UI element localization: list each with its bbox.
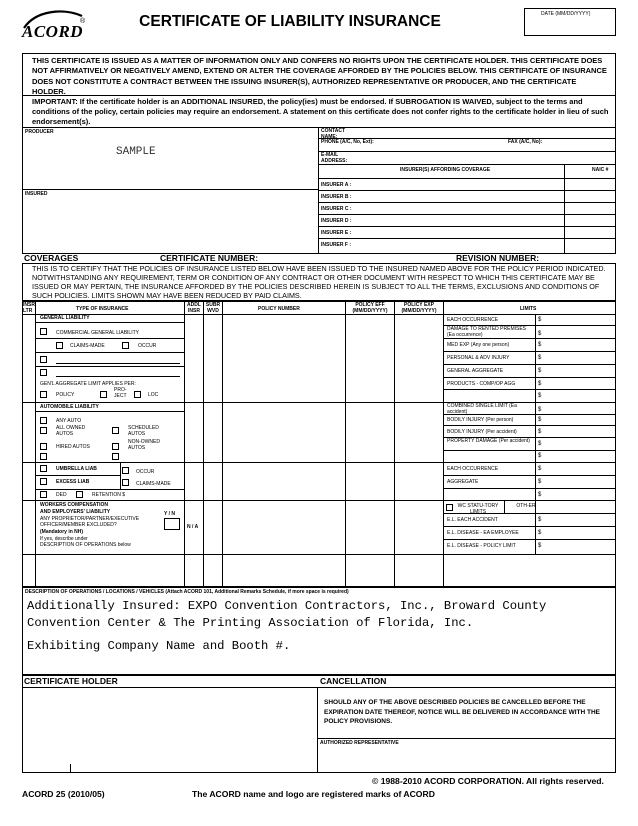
head-subr: SUBR WVD bbox=[205, 302, 221, 314]
gl-line bbox=[35, 366, 184, 367]
wc-limit-dollar: $ bbox=[538, 530, 542, 536]
col-limit-name-end bbox=[535, 314, 536, 554]
certificate-number-label: CERTIFICATE NUMBER: bbox=[160, 253, 259, 263]
gl-title: GENERAL LIABILITY bbox=[40, 315, 90, 321]
auto-limit-line bbox=[443, 450, 616, 451]
head-limits: LIMITS bbox=[520, 306, 537, 312]
auto-non-owned-label: NON-OWNED AUTOS bbox=[128, 439, 160, 451]
wc-limit-ea-employee: E.L. DISEASE - EA EMPLOYEE bbox=[447, 530, 519, 536]
wc-yn-label: Y / N bbox=[164, 511, 176, 517]
gl-limit-line bbox=[443, 364, 616, 365]
auto-all-owned-label: ALL OWNED AUTOS bbox=[56, 425, 86, 437]
umb-occur-label: OCCUR bbox=[136, 469, 155, 475]
wc-q1: ANY PROPRIETOR/PARTNER/EXECUTIVE bbox=[40, 516, 140, 522]
wc-limit-policy-limit: E.L. DISEASE - POLICY LIMIT bbox=[447, 543, 516, 549]
gl-agg-label: GEN'L AGGREGATE LIMIT APPLIES PER: bbox=[40, 381, 136, 387]
coverages-label: COVERAGES bbox=[24, 253, 79, 263]
auto-title: AUTOMOBILE LIABILITY bbox=[40, 404, 99, 410]
gl-claims-made-checkbox[interactable] bbox=[56, 342, 63, 349]
gl-project-label: PRO-JECT bbox=[114, 387, 127, 399]
wc-limit-line bbox=[443, 513, 616, 514]
gl-limit-dollar: $ bbox=[538, 381, 542, 387]
excess-checkbox[interactable] bbox=[40, 478, 47, 485]
wc-limit-dollar: $ bbox=[538, 517, 542, 523]
auto-hired-checkbox[interactable] bbox=[40, 443, 47, 450]
wc-limit-line bbox=[443, 539, 616, 540]
gl-limit-med-exp: MED EXP (Any one person) bbox=[447, 342, 510, 348]
wc-limit-line bbox=[443, 526, 616, 527]
gl-limit-general-aggregate: GENERAL AGGREGATE bbox=[447, 368, 504, 374]
phone-label: PHONE (A/C, No, Ext): bbox=[321, 139, 374, 145]
umb-claims-made-checkbox[interactable] bbox=[122, 479, 129, 486]
insurer-f: INSURER F : bbox=[321, 242, 351, 248]
holder-box[interactable] bbox=[22, 688, 318, 773]
gl-limit-personal-adv: PERSONAL & ADV INJURY bbox=[447, 355, 510, 361]
contact-divider-2 bbox=[318, 151, 616, 152]
gl-occur-label: OCCUR bbox=[138, 343, 157, 349]
insurer-d: INSURER D : bbox=[321, 218, 352, 224]
insurers-divider bbox=[318, 178, 616, 179]
auto-limit-dollar: $ bbox=[538, 441, 542, 447]
insurer-a: INSURER A : bbox=[321, 182, 352, 188]
auto-hired-label: HIRED AUTOS bbox=[56, 444, 90, 450]
head-exp: POLICY EXP (MM/DD/YYYY) bbox=[401, 302, 437, 314]
acord-logo-mark: ® bbox=[80, 18, 86, 25]
wc-section-end bbox=[22, 554, 616, 555]
gl-blank-line bbox=[56, 376, 180, 377]
insurer-row-line bbox=[318, 238, 616, 239]
wc-statu-divider bbox=[504, 500, 505, 513]
gl-limit-line bbox=[443, 389, 616, 390]
gl-line bbox=[35, 338, 184, 339]
umb-limit-line bbox=[443, 488, 616, 489]
head-eff: POLICY EFF (MM/DD/YYYY) bbox=[352, 302, 388, 314]
gl-line bbox=[35, 352, 184, 353]
umb-limit-line bbox=[443, 475, 616, 476]
insurer-row-line bbox=[318, 214, 616, 215]
head-policy-number: POLICY NUMBER bbox=[258, 306, 300, 312]
gl-loc-checkbox[interactable] bbox=[134, 391, 141, 398]
gl-blank-line bbox=[56, 363, 180, 364]
head-insr-ltr: INSR LTR bbox=[23, 302, 35, 314]
umb-occur-checkbox[interactable] bbox=[122, 467, 129, 474]
auto-limit-bi-accident: BODILY INJURY (Per accident) bbox=[447, 429, 517, 435]
auto-all-owned-checkbox[interactable] bbox=[40, 427, 47, 434]
description-label: DESCRIPTION OF OPERATIONS / LOCATIONS / VEHICLES (Attach ACORD 101, Additional Remarks Schedule, if more space is required) bbox=[25, 589, 349, 595]
gl-limit-dollar: $ bbox=[538, 342, 542, 348]
gl-limit-dollar: $ bbox=[538, 368, 542, 374]
naic-divider bbox=[564, 164, 565, 178]
auto-any-label: ANY AUTO bbox=[56, 418, 82, 424]
gl-cgl-label: COMMERCIAL GENERAL LIABILITY bbox=[56, 330, 139, 336]
auto-scheduled-checkbox[interactable] bbox=[112, 427, 119, 434]
footer-copyright: © 1988-2010 ACORD CORPORATION. All rights reserved. bbox=[372, 776, 604, 786]
head-addl: ADDL INSR bbox=[187, 302, 201, 314]
col-type-end bbox=[184, 301, 185, 587]
insurer-row-line bbox=[318, 202, 616, 203]
wc-other-label: OTH-ER bbox=[516, 503, 536, 509]
gl-limit-dollar: $ bbox=[538, 355, 542, 361]
description-line-2: Convention Center & The Printing Association of Florida, Inc. bbox=[27, 616, 474, 630]
auth-rep-line bbox=[317, 738, 616, 739]
gl-blank-checkbox-1[interactable] bbox=[40, 356, 47, 363]
auto-scheduled-label: SCHEDULED AUTOS bbox=[128, 425, 159, 437]
cancellation-label: CANCELLATION bbox=[320, 676, 387, 686]
auto-limit-dollar: $ bbox=[538, 417, 542, 423]
auto-section-end bbox=[22, 462, 616, 463]
insurers-header: INSURER(S) AFFORDING COVERAGE bbox=[400, 167, 491, 173]
holder-label: CERTIFICATE HOLDER bbox=[24, 676, 118, 686]
fax-label: FAX (A/C, No): bbox=[508, 139, 543, 145]
holder-corner-mark bbox=[70, 764, 71, 773]
auto-limit-dollar: $ bbox=[538, 453, 542, 459]
ded-checkbox[interactable] bbox=[40, 491, 47, 498]
col-policy-end bbox=[345, 301, 346, 587]
date-label: DATE (MM/DD/YYYY) bbox=[541, 11, 591, 17]
wc-limit-dollar: $ bbox=[538, 543, 542, 549]
auto-limit-bi-person: BODILY INJURY (Per person) bbox=[447, 417, 514, 423]
email-label: E-MAIL ADDRESS: bbox=[321, 152, 348, 164]
auto-non-owned-checkbox[interactable] bbox=[112, 443, 119, 450]
gl-limit-products: PRODUCTS - COMP/OP AGG bbox=[447, 381, 516, 387]
gl-policy-checkbox[interactable] bbox=[40, 391, 47, 398]
notice-text: THIS CERTIFICATE IS ISSUED AS A MATTER OF INFORMATION ONLY AND CONFERS NO RIGHTS UPON THE CERTIFICATE HOLDER. THIS CERTIFICATE DOES NOT AFFIRMATIVELY OR NEGATIVELY AMEND, EXTEND OR ALTER THE COVERAGE AFFORDED BY THE POLICIES BELOW. THIS CERTIFICATE OF INSURANCE DOES NOT CONSTITUTE A CONTRACT BETWEEN THE ISSUING INSURER(S), AUTHORIZED REPRESENTATIVE OR PRODUCER, AND THE CERTIFICATE HOLDER. bbox=[32, 56, 607, 97]
naic-col-line bbox=[564, 178, 565, 254]
wc-q5: DESCRIPTION OF OPERATIONS below bbox=[40, 542, 131, 548]
umb-line bbox=[35, 475, 120, 476]
table-head-line bbox=[22, 314, 616, 315]
footer-form-number: ACORD 25 (2010/05) bbox=[22, 789, 105, 799]
naic-label: NAIC # bbox=[592, 167, 609, 173]
umb-claims-made-label: CLAIMS-MADE bbox=[136, 481, 171, 487]
wc-statutory-label: WC STATU-TORY LIMITS bbox=[457, 503, 499, 515]
auto-limit-dollar: $ bbox=[538, 407, 542, 413]
wc-title-1: WORKERS COMPENSATION bbox=[40, 502, 108, 508]
producer-sample: SAMPLE bbox=[116, 146, 156, 158]
contact-name-label: CONTACT NAME: bbox=[321, 128, 346, 140]
retention-checkbox[interactable] bbox=[76, 491, 83, 498]
gl-limit-line bbox=[443, 338, 616, 339]
description-line-3: Exhibiting Company Name and Booth #. bbox=[27, 639, 291, 653]
gl-limit-each-occurrence: EACH OCCURRENCE bbox=[447, 317, 499, 323]
auth-rep-label: AUTHORIZED REPRESENTATIVE bbox=[320, 740, 399, 746]
umb-line bbox=[35, 489, 184, 490]
page-title: CERTIFICATE OF LIABILITY INSURANCE bbox=[139, 13, 441, 30]
umb-divider bbox=[120, 462, 121, 489]
auto-any-checkbox[interactable] bbox=[40, 417, 47, 424]
wc-na-label: N / A bbox=[187, 524, 199, 530]
notice-divider bbox=[22, 95, 616, 96]
auto-limit-dollar: $ bbox=[538, 429, 542, 435]
producer-insured-divider bbox=[22, 189, 318, 190]
gl-loc-label: LOC bbox=[148, 392, 159, 398]
insurer-b: INSURER B : bbox=[321, 194, 352, 200]
col-insr bbox=[35, 301, 36, 587]
contact-divider-3 bbox=[318, 164, 616, 165]
date-box[interactable] bbox=[524, 8, 616, 36]
gl-project-checkbox[interactable] bbox=[100, 391, 107, 398]
insurer-row-line bbox=[318, 226, 616, 227]
retention-label: RETENTION $ bbox=[92, 492, 126, 498]
gl-limit-dollar: $ bbox=[538, 331, 542, 337]
insurer-e: INSURER E : bbox=[321, 230, 352, 236]
wc-limit-each-accident: E.L. EACH ACCIDENT bbox=[447, 517, 498, 523]
head-type: TYPE OF INSURANCE bbox=[76, 306, 129, 312]
umb-limit-aggregate: AGGREGATE bbox=[447, 479, 479, 485]
auto-limit-combined: COMBINED SINGLE LIMIT (Ea accident) bbox=[447, 403, 517, 415]
acord-logo bbox=[16, 8, 86, 41]
wc-q2: OFFICER/MEMBER EXCLUDED? bbox=[40, 522, 117, 528]
gl-limit-line bbox=[443, 351, 616, 352]
auto-limit-property: PROPERTY DAMAGE (Per accident) bbox=[447, 438, 530, 444]
insurer-row-line bbox=[318, 190, 616, 191]
footer-marks: The ACORD name and logo are registered marks of ACORD bbox=[192, 789, 435, 799]
umb-limit-dollar: $ bbox=[538, 466, 542, 472]
auto-line bbox=[35, 411, 184, 412]
excess-label: EXCESS LIAB bbox=[56, 479, 90, 485]
gl-cgl-checkbox[interactable] bbox=[40, 328, 47, 335]
auto-blank-checkbox-1[interactable] bbox=[40, 453, 47, 460]
auto-limit-line bbox=[443, 425, 616, 426]
gl-line bbox=[35, 322, 184, 323]
gl-claims-made-label: CLAIMS-MADE bbox=[70, 343, 105, 349]
umb-limit-dollar: $ bbox=[538, 492, 542, 498]
umb-section-end bbox=[22, 500, 616, 501]
umb-limit-dollar: $ bbox=[538, 479, 542, 485]
revision-number-label: REVISION NUMBER: bbox=[456, 253, 540, 263]
wc-q3: (Mandatory in NH) bbox=[40, 529, 84, 535]
gl-blank-checkbox-2[interactable] bbox=[40, 369, 47, 376]
gl-policy-label: POLICY bbox=[56, 392, 75, 398]
col-addl-end bbox=[203, 301, 204, 587]
gl-occur-checkbox[interactable] bbox=[122, 342, 129, 349]
insurer-c: INSURER C : bbox=[321, 206, 352, 212]
gl-limit-dollar: $ bbox=[538, 393, 542, 399]
wc-excluded-box[interactable] bbox=[164, 518, 180, 530]
auto-limit-line bbox=[443, 414, 616, 415]
cancellation-text: SHOULD ANY OF THE ABOVE DESCRIBED POLICIES BE CANCELLED BEFORE THE EXPIRATION DATE THEREOF, NOTICE WILL BE DELIVERED IN ACCORDANCE WITH THE POLICY PROVISIONS. bbox=[324, 699, 601, 726]
gl-limit-dollar: $ bbox=[538, 317, 542, 323]
gl-limit-damage-rented: DAMAGE TO RENTED PREMISES (Ea occurrence) bbox=[447, 326, 526, 338]
umbrella-label: UMBRELLA LIAB bbox=[56, 466, 97, 472]
ded-label: DED bbox=[56, 492, 67, 498]
wc-q4: If yes, describe under bbox=[40, 536, 88, 542]
col-exp-end bbox=[443, 301, 444, 587]
acord-logo-text: ACORD bbox=[22, 22, 84, 41]
producer-label: PRODUCER bbox=[25, 129, 54, 135]
description-line-1: Additionally Insured: EXPO Convention Contractors, Inc., Broward County bbox=[27, 599, 547, 613]
col-subr-end bbox=[222, 301, 223, 587]
gl-limit-line bbox=[443, 377, 616, 378]
important-text: IMPORTANT: If the certificate holder is an ADDITIONAL INSURED, the policy(ies) must be endorsed. If SUBROGATION IS WAIVED, subject to the terms and conditions of the policy, certain policies may require an endorsement. A statement on this certificate does not confer rights to the certificate holder in lieu of such endorsement(s). bbox=[32, 97, 609, 127]
wc-statutory-checkbox[interactable] bbox=[446, 504, 453, 511]
col-eff-end bbox=[394, 301, 395, 587]
umb-limit-each-occurrence: EACH OCCURRENCE bbox=[447, 466, 499, 472]
wc-title-2: AND EMPLOYERS' LIABILITY bbox=[40, 509, 111, 515]
insured-label: INSURED bbox=[25, 191, 48, 197]
umbrella-checkbox[interactable] bbox=[40, 465, 47, 472]
auto-blank-checkbox-2[interactable] bbox=[112, 453, 119, 460]
coverage-statement: THIS IS TO CERTIFY THAT THE POLICIES OF INSURANCE LISTED BELOW HAVE BEEN ISSUED TO THE INSURED NAMED ABOVE FOR THE POLICY PERIOD INDICATED. NOTWITHSTANDING ANY REQUIREMENT, TERM OR CONDITION OF ANY CONTRACT OR OTHER DOCUMENT WITH RESPECT TO WHICH THIS CERTIFICATE MAY BE ISSUED OR MAY PERTAIN, THE INSURANCE AFFORDED BY THE POLICIES DESCRIBED HEREIN IS SUBJECT TO ALL THE TERMS, EXCLUSIONS AND CONDITIONS OF SUCH POLICIES. LIMITS SHOWN MAY HAVE BEEN REDUCED BY PAID CLAIMS. bbox=[32, 264, 606, 300]
